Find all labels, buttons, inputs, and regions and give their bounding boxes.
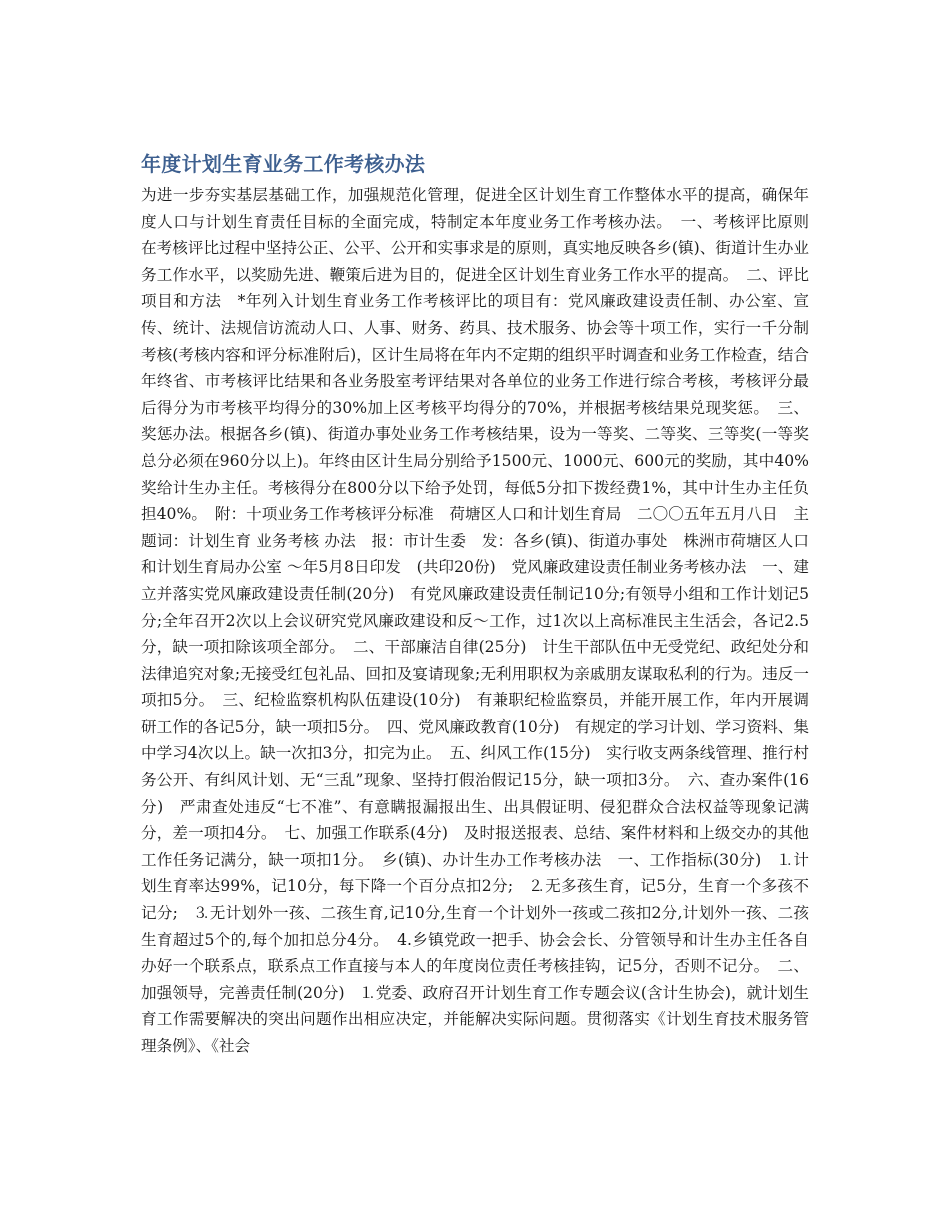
document-title: 年度计划生育业务工作考核办法	[141, 152, 426, 176]
document-body-text: 为进一步夯实基层基础工作，加强规范化管理，促进全区计划生育工作整体水平的提高，确保年度人口与计划生育责任目标的全面完成，特制定本年度业务工作考核办法。 一、考核评比原则 在考核评比过程中坚持公正、公平、公开和实事求是的原则，真实地反映各乡(镇)、街道计生办业务工作水平，以奖励先进、鞭策后进为目的，促进全区计划生育业务工作水平的提高。 二、评比项目和方法 *年列入计划生育业务工作考核评比的项目有：党风廉政建设责任制、办公室、宣传、统计、法规信访流动人口、人事、财务、药具、技术服务、协会等十项工作，实行一千分制考核(考核内容和评分标准附后)，区计生局将在年内不定期的组织平时调查和业务工作检查，结合年终省、市考核评比结果和各业务股室考评结果对各单位的业务工作进行综合考核，考核评分最后得分为市考核平均得分的30%加上区考核平均得分的70%，并根据考核结果兑现奖惩。 三、奖惩办法。根据各乡(镇)、街道办事处业务工作考核结果，设为一等奖、二等奖、三等奖(一等奖总分必须在960分以上)。年终由区计生局分别给予1500元、1000元、600元的奖励，其中40%奖给计生办主任。考核得分在800分以下给予处罚，每低5分扣下拨经费1%，其中计生办主任负担40%。 附：十项业务工作考核评分标准 荷塘区人口和计划生育局 二〇〇五年五月八日 主题词：计划生育 业务考核 办法 报：市计生委 发：各乡(镇)、街道办事处 株洲市荷塘区人口和计划生育局办公室 ～年5月8日印发 (共印20份) 党风廉政建设责任制业务考核办法 一、建立并落实党风廉政建设责任制(20分) 有党风廉政建设责任制记10分;有领导小组和工作计划记5分;全年召开2次以上会议研究党风廉政建设和反～工作，过1次以上高标准民主生活会，各记2.5分，缺一项扣除该项全部分。 二、干部廉洁自律(25分) 计生干部队伍中无受党纪、政纪处分和法律追究对象;无接受红包礼品、回扣及宴请现象;无利用职权为亲戚朋友谋取私利的行为。违反一项扣5分。 三、纪检监察机构队伍建设(10分) 有兼职纪检监察员，并能开展工作，年内开展调研工作的各记5分，缺一项扣5分。 四、党风廉政教育(10分) 有规定的学习计划、学习资料、集中学习4次以上。缺一次扣3分，扣完为止。 五、纠风工作(15分) 实行收支两条线管理、推行村务公开、有纠风计划、无“三乱”现象、坚持打假治假记15分，缺一项扣3分。 六、查办案件(16分) 严肃查处违反“七不准”、有意瞒报漏报出生、出具假证明、侵犯群众合法权益等现象记满分，差一项扣4分。 七、加强工作联系(4分) 及时报送报表、总结、案件材料和上级交办的其他工作任务记满分，缺一项扣1分。 乡(镇)、办计生办工作考核办法 一、工作指标(30分) ⒈计划生育率达99%，记10分，每下降一个百分点扣2分; ⒉无多孩生育，记5分，生育一个多孩不记分; ⒊无计划外一孩、二孩生育,记10分,生育一个计划外一孩或二孩扣2分,计划外一孩、二孩生育超过5个的,每个加扣总分4分。 4.乡镇党政一把手、协会会长、分管领导和计生办主任各自办好一个联系点，联系点工作直接与本人的年度岗位责任考核挂钩，记5分，否则不记分。 二、加强领导，完善责任制(20分) ⒈党委、政府召开计划生育工作专题会议(含计生协会)，就计划生育工作需要解决的突出问题作出相应决定，并能解决实际问题。贯彻落实《计划生育技术服务管理条例》、《社会	[141, 186, 825, 1055]
